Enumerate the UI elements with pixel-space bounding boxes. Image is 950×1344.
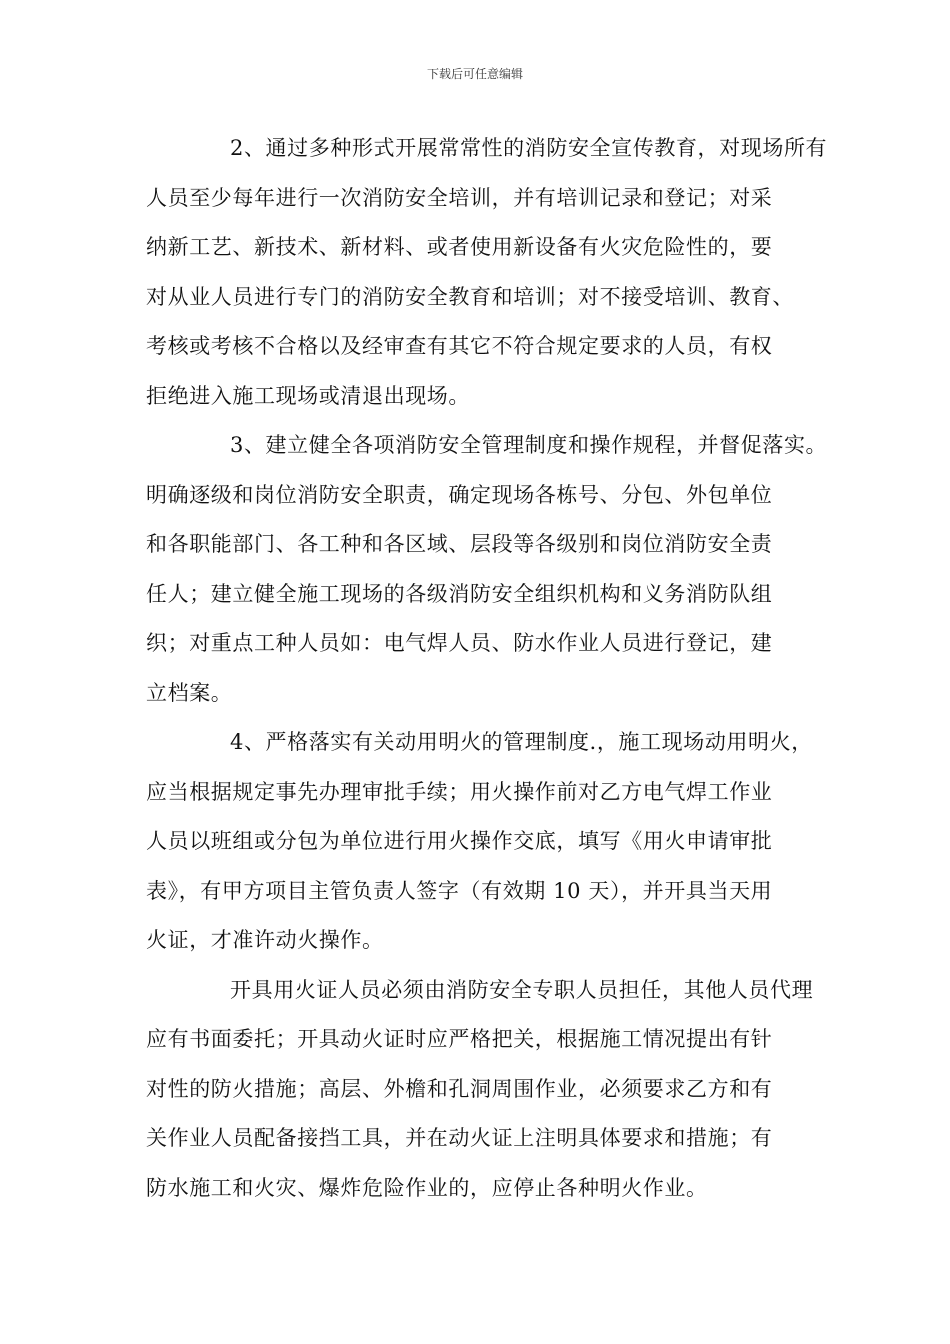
- paragraph-5: [146, 966, 814, 1214]
- text-line: 人员以班组或分包为单位进行用火操作交底，填写《用火申请审批: [146, 829, 773, 853]
- page-header: 下载后可任意编辑: [426, 67, 523, 81]
- text-line: 明确逐级和岗位消防安全职责，确定现场各栋号、分包、外包单位: [146, 482, 773, 507]
- paragraph-4: [146, 718, 813, 966]
- text-line: 和各职能部门、各工种和各区域、层段等各级别和岗位消防安全责: [146, 532, 773, 556]
- document-body: [146, 124, 828, 1213]
- text-line: 拒绝进入施工现场或清退出现场。: [146, 383, 470, 408]
- text-line: 火证，才准许动火操作。: [146, 928, 384, 952]
- text-line: 应有书面委托；开具动火证时应严格把关，根据施工情况提出有针: [146, 1027, 773, 1051]
- text-line: 织；对重点工种人员如：电气焊人员、防水作业人员进行登记，建: [146, 631, 773, 655]
- text-line: 人员至少每年进行一次消防安全培训，并有培训记录和登记；对采: [146, 185, 773, 210]
- text-line: 立档案。: [146, 680, 233, 705]
- text-line: 4、严格落实有关动用明火的管理制度.，施工现场动用明火，: [230, 730, 813, 754]
- text-line: 考核或考核不合格以及经审查有其它不符合规定要求的人员，有权: [146, 334, 773, 358]
- text-line: 对性的防火措施；高层、外檐和孔洞周围作业，必须要求乙方和有: [146, 1076, 773, 1101]
- paragraph-2: [146, 124, 828, 421]
- text-line: 2、通过多种形式开展常常性的消防安全宣传教育，对现场所有: [230, 136, 828, 160]
- text-line: 任人；建立健全施工现场的各级消防安全组织机构和义务消防队组: [146, 581, 773, 606]
- text-line: 3、建立健全各项消防安全管理制度和操作规程，并督促落实。: [230, 433, 828, 457]
- text-line: 开具用火证人员必须由消防安全专职人员担任，其他人员代理: [230, 977, 814, 1002]
- text-line: 应当根据规定事先办理审批手续；用火操作前对乙方电气焊工作业: [146, 779, 773, 804]
- text-line: 防水施工和火灾、爆炸危险作业的，应停止各种明火作业。: [146, 1175, 708, 1200]
- text-line: 纳新工艺、新技术、新材料、或者使用新设备有火灾危险性的，要: [146, 235, 773, 259]
- paragraph-3: [146, 421, 828, 718]
- text-line: 关作业人员配备接挡工具，并在动火证上注明具体要求和措施；有: [146, 1126, 773, 1150]
- text-line: 表》，有甲方项目主管负责人签字（有效期 10 天），并开具当天用: [146, 878, 773, 903]
- text-line: 对从业人员进行专门的消防安全教育和培训；对不接受培训、教育、: [146, 284, 794, 309]
